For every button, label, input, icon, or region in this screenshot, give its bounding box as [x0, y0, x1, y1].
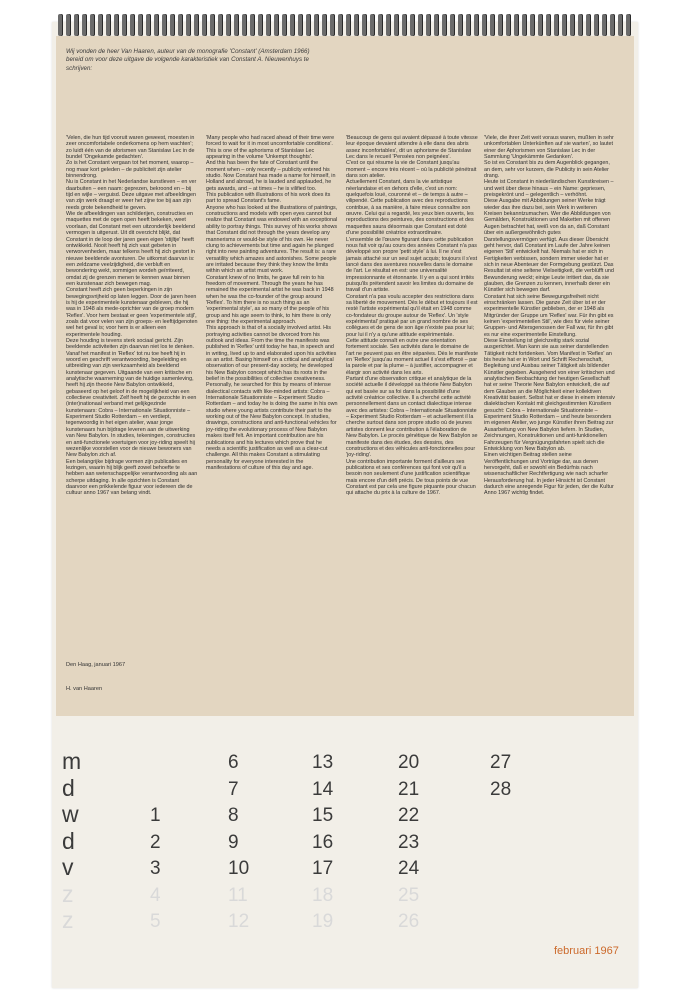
spiral-coil [618, 14, 623, 36]
paragraph: Deze houding is tevens sterk sociaal gericht. Zijn beeldende activiteiten zijn daarvan niet los te denken. Vanaf het manifest in 'Reflex' tot nu toe heeft hij in woord en geschrift verantwoording, begeleiding en uitbreiding van zijn werkzaamheid als beeldend kunstenaar gegeven. Uitgaande van een kritische en analytische waarneming van de huidige samenleving, heeft hij zijn theorie New Babylon ontwikkeld, gebaseerd op het geloof in de mogelijkheid van een collectieve creativiteit. Zelf heeft hij de gezochte in een (inter)nationaal verband met gelijkgezinde kunstenaars: Cobra – Internationale Situationniste – Experiment Studio Rotterdam – en verdiept, tegenwoordig in het eigen atelier, waar jonge kunstenaars hun bijdrage leveren aan de uitwerking van New Babylon. In studies, tekeningen, constructies en anti-functionele voertuigen voor joy-riding speelt hij wezenlijke voorstellen voor de nieuwe bewoners van New Babylon zich af. [66, 338, 197, 459]
spiral-coil [378, 14, 383, 36]
spiral-coil [306, 14, 311, 36]
spiral-coil [322, 14, 327, 36]
spiral-coil [258, 14, 263, 36]
spiral-coil [514, 14, 519, 36]
spiral-coil [266, 14, 271, 36]
paragraph: Heute ist Constant in niederländischen Kunstkreisen – und weit über diese hinaus – ein Name: gepriesen, preisgekrönt und – gelegentlich – verhöhnt. [484, 179, 614, 199]
paragraph: L'ensemble de l'œuvre figurant dans cette publication nous fait voir qu'au cours des années Constant n'a pas développé son propre 'petit style' à lui. Il ne s'est jamais attaché sur un seul sujet acquis; toujours il s'est lancé dans des aventures nouvelles dans le domaine de l'art. Le résultat en est: une universalité impressionnante et étonnante. Il y en a qui sont irrités puisqu'ils prétendent savoir les limites du domaine de travail d'un artiste. [346, 236, 478, 294]
spiral-coil [394, 14, 399, 36]
paragraph: Zo is het Constant vergaan tot het moment, waarop – nog maar kort geleden – de publiciteit zijn atelier binnendrong. [66, 160, 194, 180]
paragraph: Une contribution importante forment d'ailleurs ses publications et ses conférences qui font voir qu'il a besoin non seulement d'une justification scientifique mais encore d'un défi précis. De tous points de vue Constant est par cela une figure piquante pour chacun qui attache du prix à la culture de 1967. [346, 458, 476, 497]
paragraph: Einen wichtigen Beitrag stellen seine Veröffentlichungen und Vorträge dar, aus denen hervorgeht, daß er sowohl ein Bedürfnis nach wissenschaftlicher Rechtfertigung wie nach scharfer Herausforderung hat. In jeder Hinsicht ist Constant dadurch eine anregende Figur für jeden, der die Kultur Anno 1967 wichtig findet. [484, 452, 614, 497]
paragraph: Diese Ausgabe mit Abbildungen seiner Werke trägt wieder das ihre dazu bei, sein Werk in weiteren Kreisen bekanntzumachen. Wer die Abbildungen von Gemälden, Konstruktionen und Maketten mit offenen Augen betrachtet hat, weiß von da an, daß Constant über ein außergewöhnlich gutes Darstellungsvermögen verfügt. Aus dieser Übersicht geht hervor, daß Constant im Laufe der Jahre keinen eigenen 'Stil' entwickelt hat. Niemals hat er sich in Fertigkeiten verbissen, sondern immer wieder hat er sich in neue Abenteuer der Formgebung gestürzt. Das Resultat ist eine seltene Vielseitigkeit, die verblüfft und Bewunderung weckt; einige Leute irritiert das, da sie glauben, die Grenzen zu kennen, innerhalb derer ein Künstler sich bewegen darf. [484, 198, 614, 294]
paragraph: Constant heeft zich geen beperkingen in zijn bewegingsvrijheid op laten leggen. Door de jaren heen is hij de experimentele kunstenaar gebleven, die hij was in 1948 als mede-oprichter van de groep modern 'Reflex'. Voor hem bestaat er geen 'experimentele stijl', zoals dat voor velen van zijn groeps- en leeftijdgenoten wel het geval is; voor hem is er alleen een experimentele houding. [66, 287, 198, 338]
column-french [346, 135, 478, 497]
spiral-coil [458, 14, 463, 36]
spiral-coil [98, 14, 103, 36]
column-english [206, 135, 338, 471]
paragraph: Diese Einstellung ist gleichzeitig stark sozial ausgerichtet. Man kann sie aus seiner darstellenden Tätigkeit nicht fortdenken. Vom Manifest in 'Reflex' an bis heute hat er in Wort und Schrift Rechenschaft, Begleitung und Ausbau seiner Tätigkeit als bildender Künstler gegeben. Ausgehend von einer kritischen und analytischen Beobachtung der heutigen Gesellschaft hat er seine Theorie New Babylon entwickelt, die auf dem Glauben an die Möglichkeit einer kollektiven Kreativität basiert. Selbst hat er diese in einem intensiv dialektischen Kontakt mit gleichgestimmten Künstlern gesucht: Cobra – Internationale Situationniste – Experiment Studio Rotterdam – und heute besonders im eigenen Atelier, wo junge Künstler ihren Beitrag zur Ausarbeitung von New Babylon liefern. In Studien, Zeichnungen, Konstruktionen und anti-funktionellen Fahrzeugen für Vergnügungsfahrten spielt sich die Entwicklung von New Babylon ab. [484, 338, 615, 452]
spiral-coil [338, 14, 343, 36]
date-number: 21 [398, 778, 420, 800]
spiral-coil [330, 14, 335, 36]
spiral-coil [202, 14, 207, 36]
paragraph: 'Velen, die hun tijd vooruit waren geweest, moesten in zeer oncomfortabele onderkomens op hem wachten'; zo luidt één van de aforismen van Stanislaw Lec in de bundel 'Ongekamde gedachten'. [66, 135, 195, 161]
spiral-coil [626, 14, 631, 36]
date-number: 23 [398, 831, 420, 853]
spiral-coil [362, 14, 367, 36]
date-number: 2 [150, 831, 161, 853]
spiral-coil [242, 14, 247, 36]
date-number: 24 [398, 858, 420, 879]
spiral-coil [162, 14, 167, 36]
spiral-coil [146, 14, 151, 36]
date-number: 17 [312, 858, 334, 879]
date-number: 25 [398, 884, 420, 906]
date-number: 28 [490, 778, 512, 800]
spiral-coil [226, 14, 231, 36]
spiral-coil [490, 14, 495, 36]
spiral-coil [234, 14, 239, 36]
spiral-coil [90, 14, 95, 36]
spiral-coil [586, 14, 591, 36]
weekday-label: m [62, 748, 82, 774]
spiral-coil [218, 14, 223, 36]
spiral-coil [418, 14, 423, 36]
spiral-coil [530, 14, 535, 36]
month-label: februari 1967 [554, 945, 619, 957]
spiral-coil [594, 14, 599, 36]
intro-text: Wij vonden de heer Van Haaren, auteur van de monografie 'Constant' (Amsterdam 1966) bereid om voor deze uitgave de volgende karakteristiek van Constant A. Nieuwenhuys te schrijven: [66, 48, 310, 72]
weekday-label: d [62, 774, 75, 801]
date-number: 8 [228, 805, 239, 826]
date-number: 1 [150, 805, 161, 826]
weekday-label: v [62, 854, 74, 880]
author-name: H. van Haaren [66, 686, 103, 692]
date-number: 19 [312, 911, 334, 932]
date-number: 9 [228, 831, 239, 853]
weekday-label: z [62, 880, 74, 907]
spiral-coil [498, 14, 503, 36]
paragraph: Constant n'a pas voulu accepter des restrictions dans sa liberté de mouvement. Dès le début et toujours il est resté l'artiste expérimental qu'il était en 1948 comme co-fondateur du groupe autour de 'Reflex'. Un 'style expérimental' pratiqué par un grand nombre de ses collègues et de gens de son âge n'existe pas pour lui; pour lui il n'y a qu'une attitude expérimentale. [346, 293, 478, 338]
date-number: 16 [312, 831, 334, 853]
date-number: 5 [150, 911, 161, 932]
date-number: 14 [312, 778, 334, 800]
paragraph: This publication with illustrations of his work does its part to spread Constant's fame. [206, 192, 331, 205]
paragraph: Cette attitude connaît en outre une orientation fortement sociale. Ses activités dans le domaine de l'art ne peuvent pas en être séparées. Dès le manifeste en 'Reflex' jusqu'au moment actuel il s'est efforcé – par la parole et par la plume – à justifier, accompagner et élargir son activité dans les arts. [346, 338, 478, 376]
paragraph: Constant hat sich seine Bewegungsfreiheit nicht einschränken lassen. Die ganze Zeit über ist er der experimentelle Künstler geblieben, der er 1948 als Mitgründer der Gruppe um 'Reflex' war. Für ihn gibt es keinen 'experimentellen Stil', wie dies für viele seiner Gruppen- und Altersgenossen der Fall war, für ihn gibt es nur eine experimentelle Einstellung. [484, 293, 614, 338]
spiral-coil [138, 14, 143, 36]
place-date: Den Haag, januari 1967 [66, 662, 126, 668]
date-number: 27 [490, 752, 512, 773]
spiral-coil [466, 14, 471, 36]
spiral-coil [66, 14, 71, 36]
paragraph: 'Beaucoup de gens qui avaient dépassé à toute vitesse leur époque devaient attendre à elle dans des abris assez inconfortables', dit un aphorisme de Stanislaw Lec dans le recueil 'Pensées non peignées'. [346, 135, 478, 161]
spiral-coil [178, 14, 183, 36]
paragraph: This approach is that of a socially involved artist. His portraying activities cannot be divorced from his outlook and ideas. From the time the manifesto was published in 'Reflex' until today he has, in speech and in writing, lived up to and elaborated upon his activities as an artist. Basing himself on a critical and analytical observation of our present-day society, he developed his New Babylon concept which has its roots in the belief in the possibilities of collective creativeness. Personally, he searched for this by means of intense dialectical contacts with like-minded artists: Cobra – Internationale Situationniste – Experiment Studio Rotterdam – and today he is doing the same in his own studio where young artists contribute their part to the working out of the New Babylon concept. In studies, drawings, constructions and anti-functional vehicles for joy-riding the evolutionary process of New Babylon makes itself felt. An important contribution are his publications and his lectures which prove that he needs a scientific justification as well as a clear-cut challenge. All this makes Constant a stimulating personality for everyone interested in the manifestations of culture of this day and age. [206, 325, 338, 471]
date-number: 22 [398, 805, 420, 826]
paragraph: Anyone who has looked at the illustrations of paintings, constructions and models with open eyes cannot but realize that Constant was endowed with an exceptional ability to portray things. This survey of his works shows that Constant did not through the years develop any mannerisms or would-be style of his own. He never clung to achievements but time and again he plunged right into new painting adventures. The result is: a rare versatility which amazes and astonishes. Some people are irritated because they think they know the limits within which an artist must work. [206, 204, 338, 275]
spiral-coil [562, 14, 567, 36]
date-number: 12 [228, 911, 250, 932]
spiral-coil [426, 14, 431, 36]
paragraph: Nu is Constant in het Nederlandse kunstleven – en ver daarbuiten – een naam: geprezen, bekroond en – bij tijd en wijle – verguisd. Deze uitgave met afbeeldingen van zijn werk draagt er weer het zijne toe bij aan zijn reeds grote bekendheid te geven. [66, 179, 197, 211]
date-number: 26 [398, 911, 420, 932]
spiral-coil [546, 14, 551, 36]
spiral-coil [170, 14, 175, 36]
spiral-coil [578, 14, 583, 36]
spiral-coil [522, 14, 527, 36]
date-number: 3 [150, 858, 161, 879]
spiral-coil [554, 14, 559, 36]
spiral-coil [114, 14, 119, 36]
spiral-coil [194, 14, 199, 36]
spiral-coil [314, 14, 319, 36]
paragraph: 'Viele, die ihrer Zeit weit voraus waren, mußten in sehr unkomfortablen Unterkünften auf sie warten', so lautet einer der Aphorismen von Stanislaw Lec in der Sammlung 'Ungekämmte Gedanken'. [484, 135, 614, 161]
spiral-coil [354, 14, 359, 36]
column-german [484, 135, 616, 497]
spiral-coil [442, 14, 447, 36]
spiral-coil [210, 14, 215, 36]
date-number: 6 [228, 752, 239, 773]
paragraph: Partant d'une observation critique et analytique de la société actuelle il développé sa théorie New Babylon qui est basée sur sa foi dans la possibilité d'une activité créatrice collective. Il a cherché cette activité personnellement dans un contact dialectique intense avec des artistes: Cobra – Internationale Situationniste – Experiment Studio Rotterdam – et actuellement il la cherche surtout dans son propre studio où de jeunes artistes donnent leur contribution à l'élaboration de New Babylon. Le procès génétique de New Babylon se manifeste dans des études, des dessins, des constructions et des véhicules anti-fonctionnelles pour 'joy-riding'. [346, 376, 478, 459]
spiral-coil [154, 14, 159, 36]
weekday-label: w [62, 801, 79, 827]
spiral-coil [74, 14, 79, 36]
spiral-coil [482, 14, 487, 36]
spiral-coil [82, 14, 87, 36]
paragraph: So ist es Constant bis zu dem Augenblick gegangen, an dem, sehr vor kurzem, die Publicity in sein Atelier drang. [484, 160, 610, 180]
spiral-coil [474, 14, 479, 36]
date-number: 4 [150, 884, 161, 906]
spiral-coil [274, 14, 279, 36]
column-dutch [66, 135, 198, 497]
paragraph: Een belangrijke bijdrage vormen zijn publicaties en lezingen, waarin hij blijk geeft zowel behoefte te hebben aan wetenschappelijke verantwoording als aan scherpe uitdaging. In alle opzichten is Constant daarvoor een prikkelende figuur voor iedereen die de cultuur anno 1967 van belang vindt. [66, 458, 198, 497]
spiral-coil [106, 14, 111, 36]
spiral-coil [450, 14, 455, 36]
spiral-coil [282, 14, 287, 36]
spiral-coil [298, 14, 303, 36]
date-number: 15 [312, 805, 334, 826]
spiral-coil [570, 14, 575, 36]
paragraph: Constant knew of no limits, he gave full rein to his freedom of movement. Through the years he has remained the experimental artist he was back in 1948 when he was the co-founder of the group around 'Reflex'. To him there is no such thing as an 'experimental style', as so many of the people of his group and his age seem to think, to him there is only one thing: the experimental approach. [206, 274, 334, 325]
date-number: 13 [312, 752, 334, 773]
spiral-coil [410, 14, 415, 36]
spiral-coil [610, 14, 615, 36]
spiral-coil [186, 14, 191, 36]
date-number: 11 [228, 884, 248, 906]
spiral-coil [434, 14, 439, 36]
paragraph: Wie de afbeeldingen van schilderijen, constructies en maquettes met de ogen open heeft bekeken, weet voorlaan, dat Constant met een uitzonderlijk beeldend vermogen is uitgerust. Uit dit overzicht blijkt, dat Constant in de loop der jaren geen eigen 'stijltje' heeft ontwikkeld. Nooit heeft hij zich vast gebeten in verworvenheden, maar telkens heeft hij zich gestort in nieuwe beeldende avonturen. De uitkomst daarvan is: een zeldzame veelzijdigheid, die verbluft en bewondering wekt, sommigen wordeh geïrriteerd, omdat zij de grenzen menen te kennen waar binnen een kunstenaar zich bewegen mag. [66, 211, 195, 287]
spiral-coil [250, 14, 255, 36]
weekday-label: z [62, 907, 74, 933]
spiral-coil [402, 14, 407, 36]
spiral-coil [386, 14, 391, 36]
date-number: 18 [312, 884, 334, 906]
spiral-coil [122, 14, 127, 36]
spiral-coil [602, 14, 607, 36]
paragraph: 'Many people who had raced ahead of their time were forced to wait for it in most uncomfortable conditions'. This is one of the aphorisms of Stanislaw Lec appearing in the volume 'Unkempt thoughts'. [206, 135, 335, 161]
date-number: 10 [228, 858, 250, 879]
spiral-coil [290, 14, 295, 36]
paragraph: C'est ce qui résume la vie de Constant jusqu'au moment – encore très récent – où la publicité pénétrait dans son atelier. [346, 160, 477, 180]
spiral-coil [538, 14, 543, 36]
date-number: 20 [398, 752, 420, 773]
spiral-coil [346, 14, 351, 36]
weekday-label: d [62, 827, 75, 854]
spiral-coil [370, 14, 375, 36]
spiral-coil [130, 14, 135, 36]
spiral-coil [58, 14, 63, 36]
paragraph: And this has been the fate of Constant until the moment when – only recently – publicity entered his studio. Now Constant has made a name for himself, in Holland and abroad, he is lauded and applauded, he gets awards, and – at times – he is vilified too. [206, 160, 336, 192]
spiral-coil [506, 14, 511, 36]
date-number: 7 [228, 778, 239, 800]
paragraph: Actuellement Constant, dans la vie artistique néerlandaise et en dehors d'elle, c'est un nom: quelquefois loué, couronné et – de temps à autre – vilipendé. Cette publication avec des reproductions contribue, à sa manière, à faire mieux connaître son œuvre. Celui qui a regardé, les yeux bien ouverts, les reproductions des peintures, des constructions et des maquettes saura désormais que Constant est doté d'une possibilité créatrice extraordinaire. [346, 179, 474, 237]
